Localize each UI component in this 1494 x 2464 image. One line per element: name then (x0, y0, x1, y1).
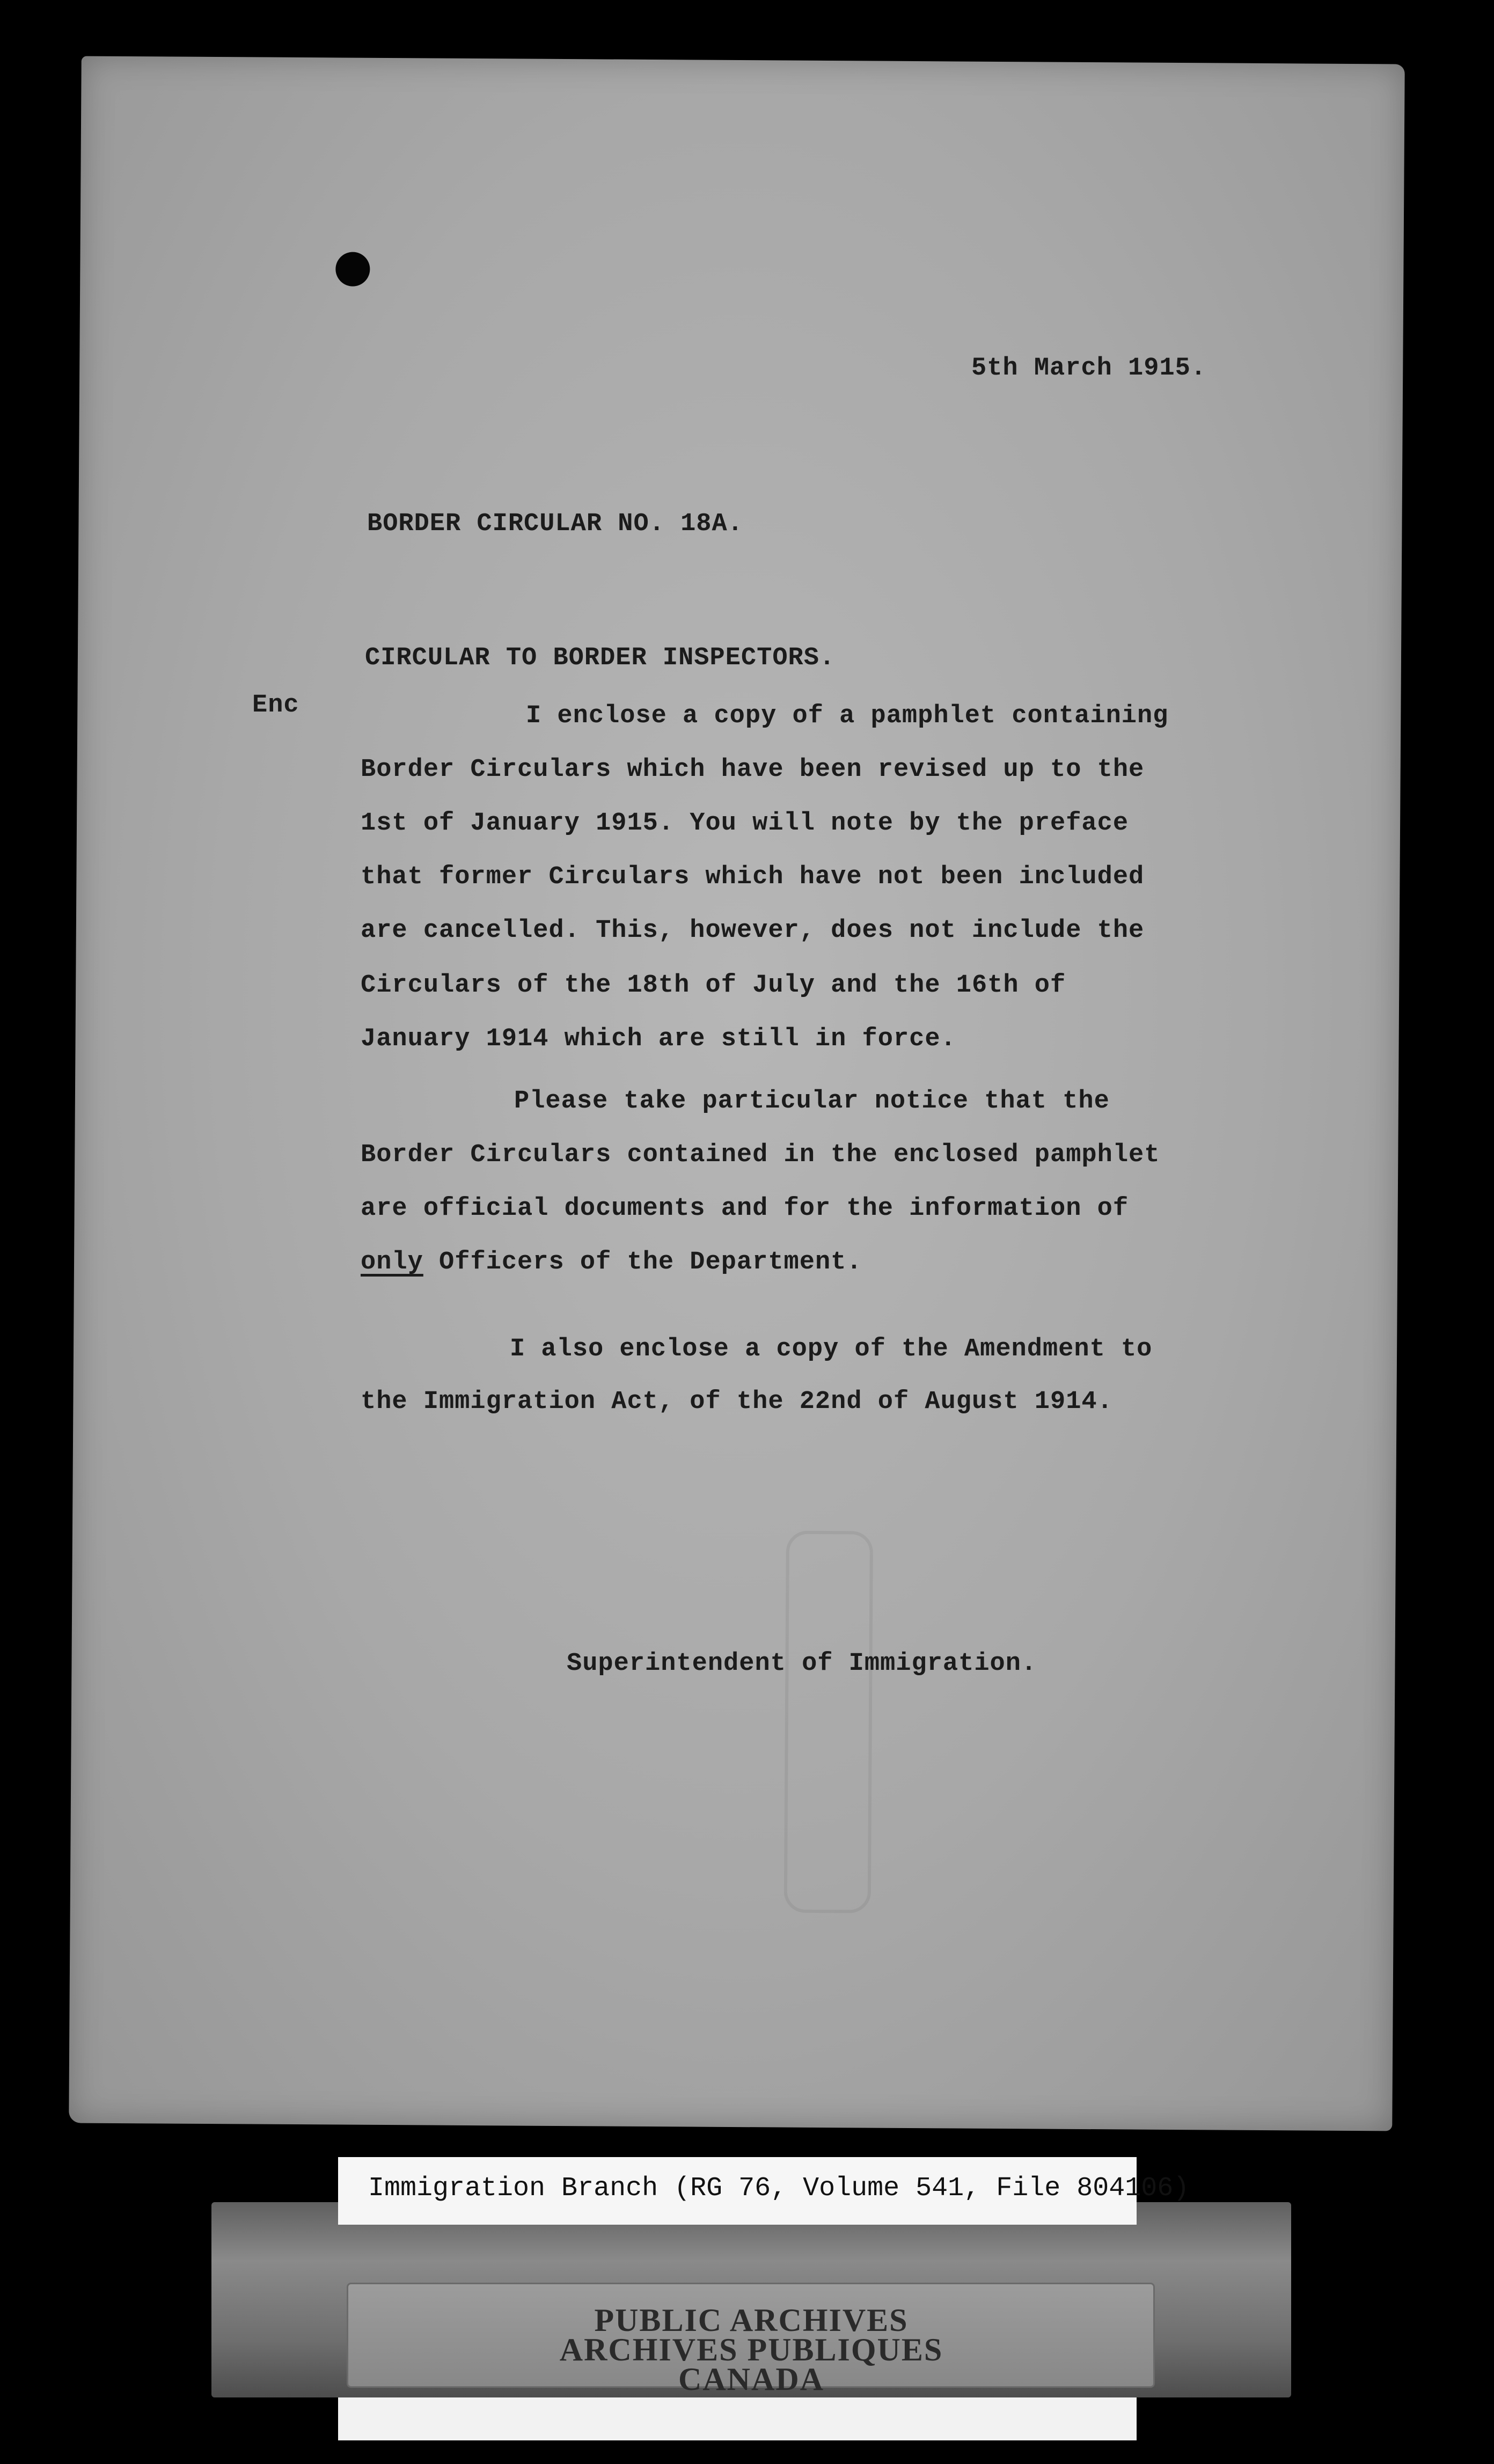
paragraph-1-line-7: January 1914 which are still in force. (361, 1025, 956, 1053)
paragraph-3-line-1: I also enclose a copy of the Amendment to (510, 1335, 1153, 1363)
signature-line: Superintendent of Immigration. (567, 1649, 1037, 1678)
stamp-line-archives-publiques: ARCHIVES PUBLIQUES (559, 2332, 943, 2367)
stamp-line-public-archives: PUBLIC ARCHIVES (594, 2302, 909, 2338)
paragraph-1-line-5: are cancelled. This, however, does not include the (361, 916, 1145, 945)
archive-label-card (338, 2157, 1190, 2225)
circular-number: BORDER CIRCULAR NO. 18A. (367, 510, 743, 538)
paragraph-1-line-2: Border Circulars which have been revised up to the (361, 756, 1145, 784)
enclosure-margin-note: Enc (252, 691, 299, 720)
paragraph-2-line-4 (361, 1248, 862, 1277)
paragraph-1-line-6: Circulars of the 18th of July and the 16th of (361, 971, 1066, 1000)
letter-date: 5th March 1915. (971, 354, 1207, 383)
paragraph-1-line-3: 1st of January 1915. You will note by the preface (361, 809, 1129, 838)
stamp-line-canada: CANADA (678, 2362, 824, 2397)
paragraph-2-line-3: are official documents and for the information of (361, 1194, 1129, 1223)
paragraph-3-line-2: the Immigration Act, of the 22nd of August 1914. (361, 1388, 1113, 1416)
paragraph-2-line-1: Please take particular notice that the (514, 1087, 1110, 1116)
paragraph-1-line-4: that former Circulars which have not been included (361, 863, 1145, 891)
emphasis-only: only (361, 1248, 423, 1277)
paragraph-2-line-4-rest: Officers of the Department. (423, 1248, 862, 1277)
circular-addressee: CIRCULAR TO BORDER INSPECTORS. (365, 644, 836, 672)
faint-stamp-mark (784, 1531, 873, 1913)
punch-hole (335, 252, 370, 286)
label-card-bottom (338, 2397, 1137, 2440)
paragraph-1-line-1: I enclose a copy of a pamphlet containing (526, 702, 1169, 730)
paragraph-2-line-2: Border Circulars contained in the enclosed pamphlet (361, 1141, 1160, 1169)
archive-reference: Immigration Branch (RG 76, Volume 541, File 804106) (368, 2173, 1190, 2204)
